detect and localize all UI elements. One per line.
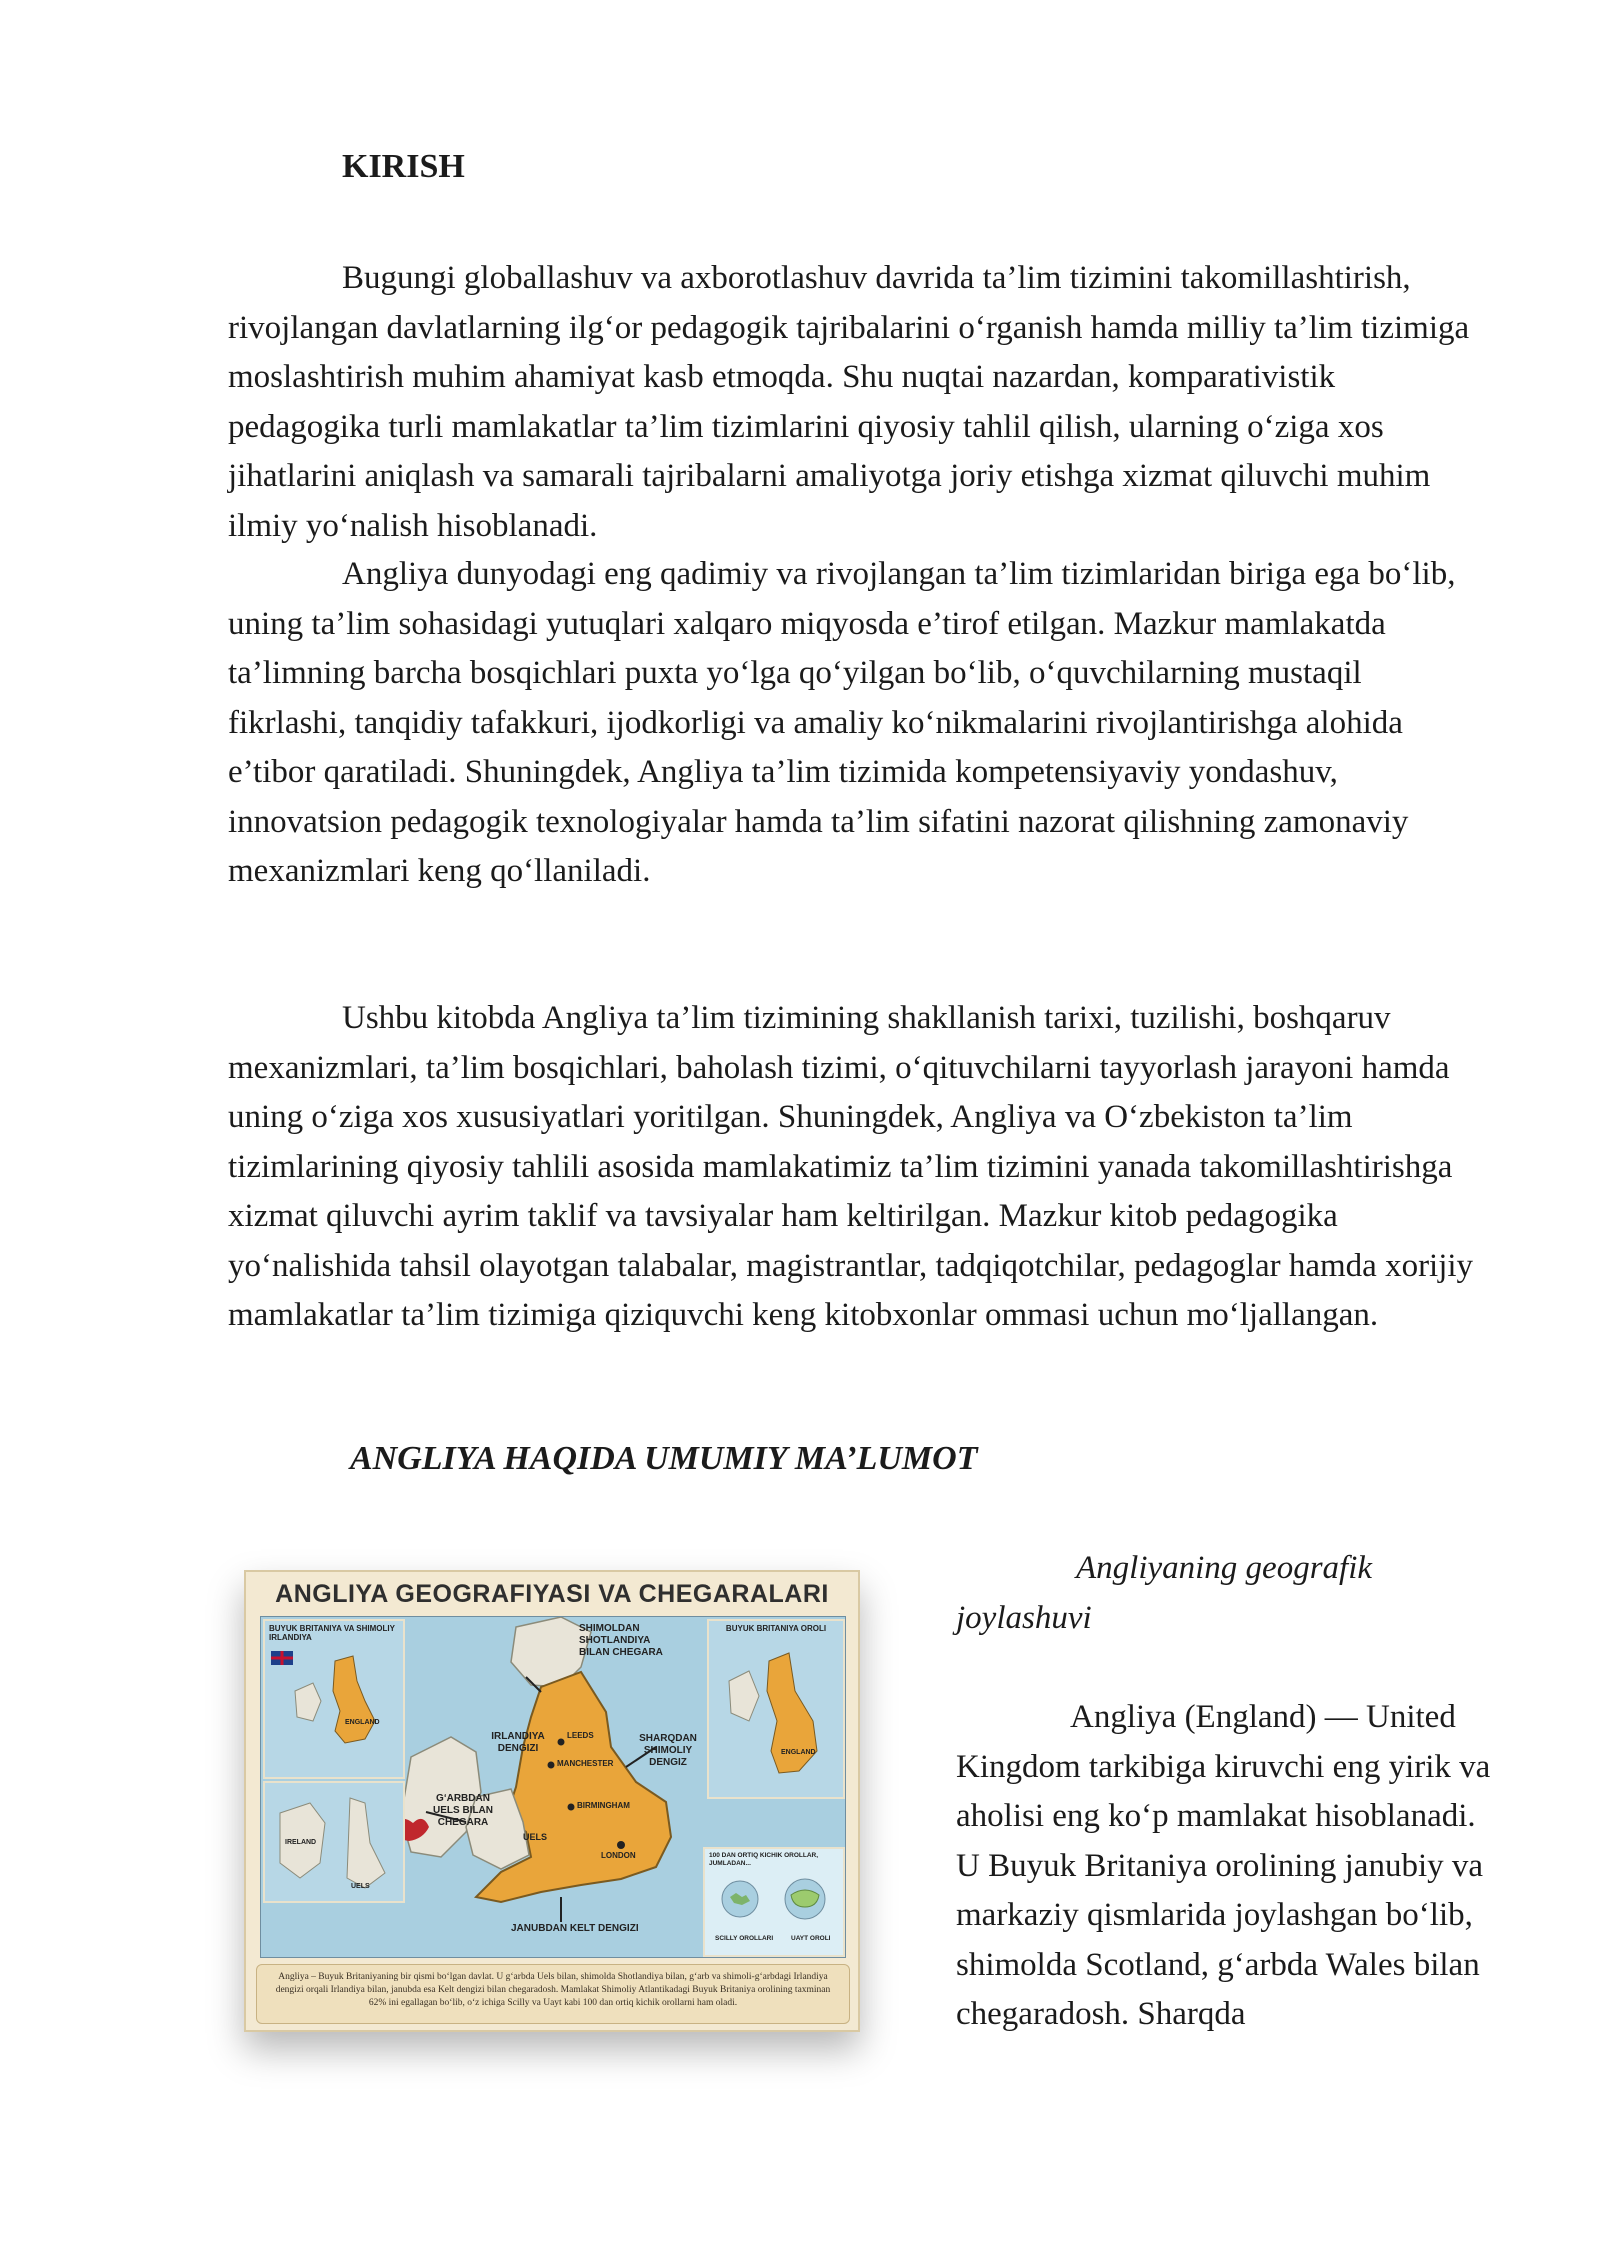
paragraph-2-text: Angliya dunyodagi eng qadimiy va rivojlangan ta’lim tizimlaridan biriga ega bo‘lib, uning ta’lim sohasidagi yutuqlari xalqaro miqyosda e’tirof etilgan. Mazkur mamlakatda ta’limning barcha bosqichlari puxta yo‘lga qo‘yilgan bo‘lib, o‘quvchilarning mustaqil fikrlashi, tanqidiy tafakkuri, ijodkorligi va amaliy ko‘nikmalarini rivojlantirishga alohida e’tibor qaratiladi. Shuningdek, Angliya ta’lim tizimida kompetensiyaviy yondashuv, innovatsion pedagogik texnologiyalar hamda ta’lim sifatini nazorat qilishning zamonaviy mexanizmlari keng qo‘llaniladi.: [228, 556, 1456, 889]
birmingham-dot: [568, 1804, 575, 1811]
figure-caption: [256, 1964, 850, 2024]
manchester-dot: [548, 1762, 555, 1769]
paragraph-2: [228, 550, 1478, 897]
inset-ireland: [263, 1781, 405, 1903]
small-islands-title: 100 DAN ORTIQ KICHIK OROLLAR, JUMLADAN...: [709, 1852, 819, 1867]
scilly-label: SCILLY OROLLARI: [715, 1935, 774, 1942]
inset-uk-title: BUYUK BRITANIYA VA SHIMOLIY IRLANDIYA: [269, 1624, 395, 1642]
east-label: SHARQDAN SHIMOLIY DENGIZ: [639, 1733, 697, 1768]
leeds-dot: [558, 1739, 565, 1746]
north-label: SHIMOLDAN SHOTLANDIYA BILAN CHEGARA: [579, 1623, 663, 1658]
london-label: LONDON: [601, 1851, 636, 1860]
paragraph-1: [228, 254, 1478, 551]
wales-label: UELS: [523, 1832, 548, 1842]
figure-caption-text: Angliya – Buyuk Britaniyaning bir qismi bo‘lgan davlat. U g‘arbda Uels bilan, shimolda Shotlandiya bilan, g‘arb va shimoli-g‘arbdagi Irlandiya dengizi orqali Irlandiya bilan, janubda esa Kelt dengizi bilan chegaradosh. Mamlakat Shimoliy Atlantikadagi Buyuk Britaniya orolining taxminan 62% ini egallagan bo‘lib, o‘z ichiga Scilly va Uayt kabi 100 dan ortiq kichik orollarni ham oladi.: [275, 1972, 831, 2008]
inset-uk-england-label: ENGLAND: [345, 1719, 380, 1726]
paragraph-1-text: Bugungi globallashuv va axborotlashuv davrida ta’lim tizimini takomillashtirish, rivojlangan davlatlarning ilg‘or pedagogik tajribalarini o‘rganish hamda milliy ta’lim tizimiga moslashtirish muhim ahamiyat kasb etmoqda. Shu nuqtai nazardan, komparativistik pedagogika turli mamlakatlar ta’lim tizimlarini qiyosiy tahlil qilish, ularning o‘ziga xos jihatlarini aniqlash va samarali tajribalarni amaliyotga joriy etishga xizmat qiluvchi muhim ilmiy yo‘nalish hisoblanadi.: [228, 260, 1470, 544]
birmingham-label: BIRMINGHAM: [577, 1801, 630, 1810]
inset-island-drawing: [709, 1621, 843, 1797]
south-label: JANUBDAN KELT DENGIZI: [511, 1923, 639, 1934]
manchester-label: MANCHESTER: [557, 1759, 614, 1768]
side-paragraph: [956, 1693, 1496, 2040]
irish-sea-label: IRLANDIYA DENGIZI: [491, 1731, 545, 1754]
wight-label: UAYT OROLI: [791, 1935, 831, 1942]
inset-ireland-label: IRELAND: [285, 1839, 317, 1846]
map-sea: [260, 1616, 846, 1958]
west-label: G‘ARBDAN UELS BILAN CHEGARA: [433, 1793, 493, 1828]
inset-island-england-label: ENGLAND: [781, 1749, 816, 1756]
england-map-figure: [244, 1570, 860, 2032]
inset-island: [707, 1619, 845, 1799]
side-subheading-text: Angliyaning geografik joylashuvi: [956, 1550, 1373, 1636]
section-heading: ANGLIYA HAQIDA UMUMIY MA’LUMOT: [350, 1440, 978, 1477]
inset-uk: [263, 1619, 405, 1779]
inset-small-islands: [703, 1847, 845, 1957]
heading-kirish: KIRISH: [342, 148, 465, 185]
paragraph-3: [228, 994, 1478, 1341]
figure-title: ANGLIYA GEOGRAFIYASI VA CHEGARALARI: [275, 1580, 829, 1608]
inset-island-title: BUYUK BRITANIYA OROLI: [725, 1624, 827, 1633]
london-dot: [617, 1841, 625, 1849]
inset-uk-drawing: [265, 1621, 403, 1777]
side-subheading: [956, 1544, 1496, 1643]
paragraph-3-text: Ushbu kitobda Angliya ta’lim tizimining shakllanish tarixi, tuzilishi, boshqaruv mexanizmlari, ta’lim bosqichlari, baholash tizimi, o‘qituvchilarni tayyorlash jarayoni hamda uning o‘ziga xos xususiyatlari yoritilgan. Shuningdek, Angliya va O‘zbekiston ta’lim tizimlarining qiyosiy tahlili asosida mamlakatimiz ta’lim tizimini yanada takomillashtirishga xizmat qiluvchi ayrim taklif va tavsiyalar ham keltirilgan. Mazkur kitob pedagogika yo‘nalishida tahsil olayotgan talabalar, magistrantlar, tadqiqotchilar, pedagoglar hamda xorijiy mamlakatlar ta’lim tizimiga qiziquvchi keng kitobxonlar ommasi uchun mo‘ljallangan.: [228, 1000, 1474, 1333]
side-paragraph-text: Angliya (England) — United Kingdom tarkibiga kiruvchi eng yirik va aholisi eng ko‘p mamlakat hisoblanadi. U Buyuk Britaniya orolining janubiy va markaziy qismlarida joylashgan bo‘lib, shimolda Scotland, g‘arbda Wales bilan chegaradosh. Sharqda: [956, 1699, 1491, 2032]
leeds-label: LEEDS: [567, 1731, 594, 1740]
inset-wales-label: UELS: [351, 1883, 370, 1890]
